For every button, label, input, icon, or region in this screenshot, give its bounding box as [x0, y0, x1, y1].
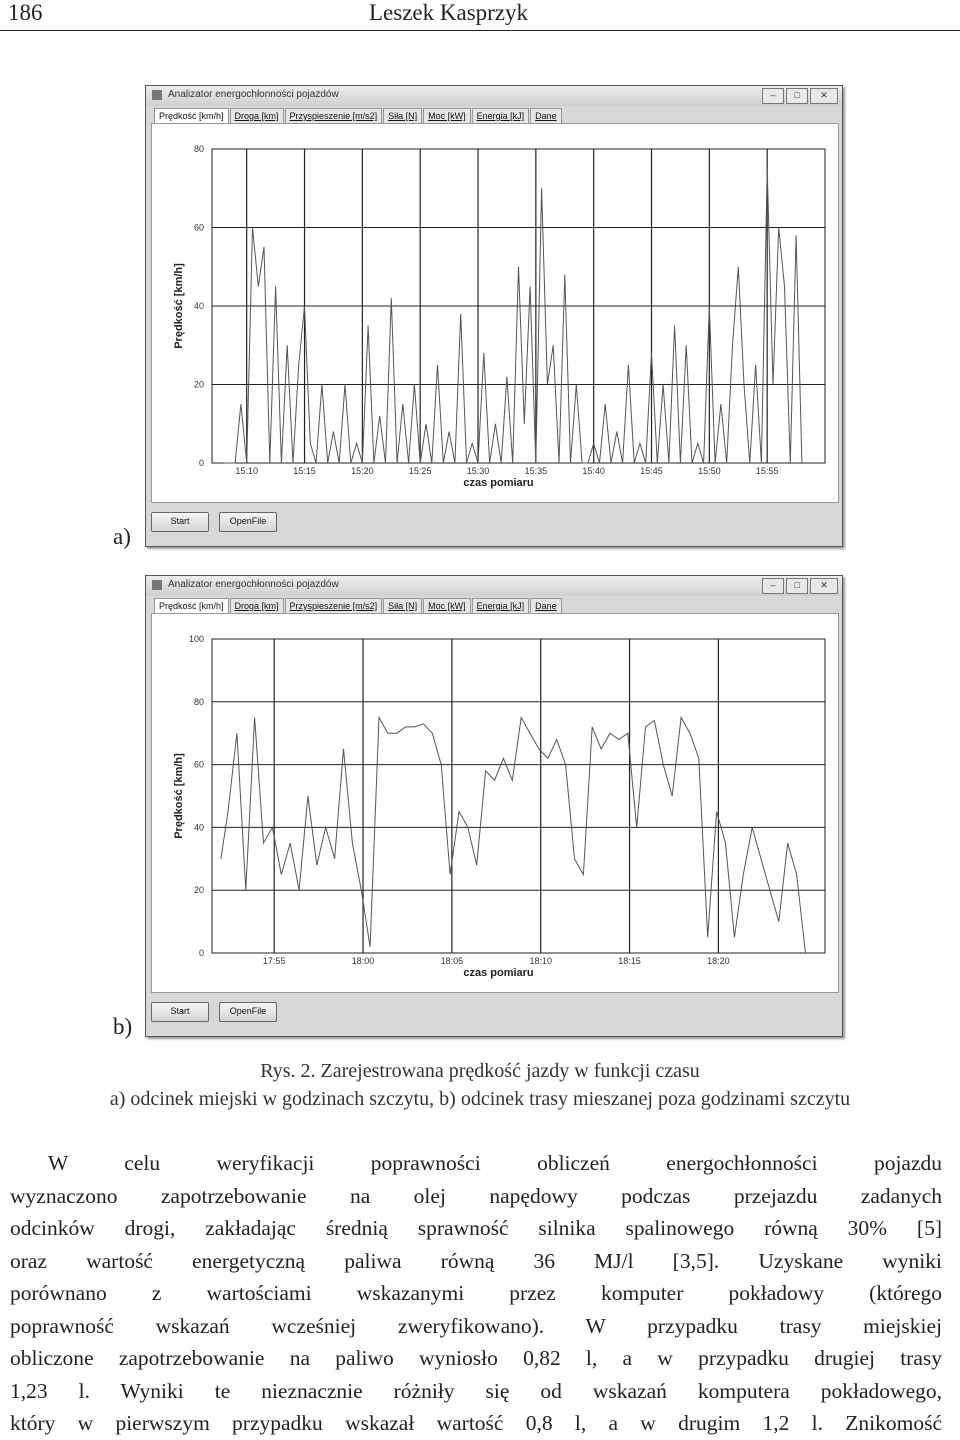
y-tick-label: 100 [188, 634, 204, 644]
text-line: 1,23 l. Wyniki te nieznacznie różniły się od wskazań komputera pokładowego, [10, 1378, 942, 1403]
x-axis-title: czas pomiaru [463, 967, 534, 979]
text-line: wyznaczono zapotrzebowanie na olej napędowy podczas przejazdu zadanych [10, 1183, 942, 1208]
y-tick-label: 0 [198, 458, 204, 468]
y-axis-title: Prędkość [km/h] [173, 753, 185, 839]
x-tick-label: 15:40 [582, 466, 605, 476]
x-tick-label: 18:00 [351, 956, 375, 966]
minimize-button[interactable]: – [762, 88, 784, 104]
speed-chart-b [152, 614, 838, 992]
y-tick-label: 80 [193, 696, 204, 707]
tab-predkosc[interactable]: Prędkość [km/h] [154, 108, 229, 123]
maximize-button[interactable]: □ [786, 578, 808, 594]
text-line: poprawność wskazań wcześniej zweryfikowano). W przypadku trasy miejskiej [10, 1313, 942, 1338]
openfile-button[interactable]: OpenFile [219, 512, 277, 532]
text-line: W celu weryfikacji poprawności obliczeń energochłonności pojazdu [48, 1151, 942, 1175]
tab-przyspieszenie[interactable]: Przyspieszenie [m/s2] [285, 598, 383, 613]
x-tick-label: 15:30 [466, 466, 490, 476]
text-line: odcinków drogi, zakładając średnią sprawność silnika spalinowego równą 30% [5] [10, 1216, 942, 1240]
body-paragraph [10, 1147, 942, 1440]
speed-series-line [224, 169, 802, 463]
text-line: oraz wartość energetyczną paliwa równą 36 MJ/l [3,5]. Uzyskane wyniki [10, 1248, 942, 1273]
x-tick-label: 15:45 [640, 466, 663, 476]
window-title: Analizator energochłonności pojazdów [168, 579, 339, 590]
openfile-button[interactable]: OpenFile [219, 1002, 277, 1022]
x-tick-label: 18:15 [618, 956, 641, 966]
app-icon [152, 580, 162, 590]
title-bar [146, 86, 842, 106]
x-tick-label: 17:55 [262, 956, 286, 966]
tab-przyspieszenie[interactable]: Przyspieszenie [m/s2] [285, 108, 383, 123]
tab-sila[interactable]: Siła [N] [383, 108, 422, 123]
y-tick-label: 40 [193, 301, 204, 311]
running-header [0, 0, 960, 31]
x-tick-label: 15:25 [408, 466, 432, 476]
y-tick-label: 80 [193, 144, 204, 154]
y-tick-label: 40 [193, 822, 204, 833]
start-button[interactable]: Start [151, 512, 209, 532]
tab-moc[interactable]: Moc [kW] [423, 598, 471, 613]
y-tick-label: 60 [193, 222, 204, 233]
plot-frame [212, 639, 825, 953]
minimize-button[interactable]: – [762, 578, 784, 594]
speed-chart-a [152, 124, 838, 502]
tab-moc[interactable]: Moc [kW] [423, 108, 471, 123]
app-window-b [145, 575, 843, 1037]
x-tick-label: 15:20 [351, 466, 374, 476]
tab-strip [154, 598, 563, 613]
x-tick-label: 15:15 [293, 466, 316, 476]
tab-dane[interactable]: Dane [530, 108, 562, 123]
close-button[interactable]: ✕ [810, 88, 838, 104]
y-tick-label: 20 [193, 885, 204, 896]
chart-area-a [151, 123, 839, 503]
text-line: porównano z wartościami wskazanymi przez komputer pokładowy (którego [10, 1281, 942, 1305]
tab-strip [154, 108, 563, 123]
tab-sila[interactable]: Siła [N] [383, 598, 422, 613]
panel-label-a: a) [113, 524, 131, 549]
x-axis-title: czas pomiaru [463, 477, 534, 489]
text-line: obliczone zapotrzebowanie na paliwo wyniosło 0,82 l, a w przypadku drugiej trasy [10, 1346, 942, 1370]
window-title: Analizator energochłonności pojazdów [168, 89, 339, 100]
maximize-button[interactable]: □ [786, 88, 808, 104]
x-tick-label: 15:35 [524, 466, 548, 476]
x-tick-label: 18:20 [707, 956, 730, 966]
tab-droga[interactable]: Droga [km] [230, 108, 284, 123]
panel-label-b: b) [113, 1014, 133, 1039]
y-tick-label: 0 [198, 948, 204, 958]
title-bar [146, 576, 842, 596]
figure-caption-line2: a) odcinek miejski w godzinach szczytu, b) odcinek trasy mieszanej poza godzinami szczytu [109, 1088, 851, 1110]
text-line: który w pierwszym przypadku wskazał wartość 0,8 l, a w drugim 1,2 l. Znikomość [10, 1411, 942, 1435]
tab-energia[interactable]: Energia [kJ] [472, 108, 530, 123]
author-name: Leszek Kasprzyk [369, 0, 529, 25]
x-tick-label: 15:50 [698, 466, 721, 476]
app-window-a [145, 85, 843, 547]
start-button[interactable]: Start [151, 1002, 209, 1022]
tab-dane[interactable]: Dane [530, 598, 562, 613]
chart-area-b [151, 613, 839, 993]
tab-predkosc[interactable]: Prędkość [km/h] [154, 598, 229, 613]
close-button[interactable]: ✕ [810, 578, 838, 594]
y-axis-title: Prędkość [km/h] [173, 263, 185, 349]
y-tick-label: 60 [193, 759, 204, 770]
page-number: 186 [8, 0, 43, 25]
tab-droga[interactable]: Droga [km] [230, 598, 284, 613]
x-tick-label: 15:10 [235, 466, 258, 476]
app-icon [152, 90, 162, 100]
x-tick-label: 18:05 [440, 956, 464, 966]
figure-caption-line1: Rys. 2. Zarejestrowana prędkość jazdy w funkcji czasu [260, 1060, 700, 1082]
x-tick-label: 18:10 [529, 956, 552, 966]
y-tick-label: 20 [193, 379, 204, 390]
x-tick-label: 15:55 [755, 466, 779, 476]
tab-energia[interactable]: Energia [kJ] [472, 598, 530, 613]
